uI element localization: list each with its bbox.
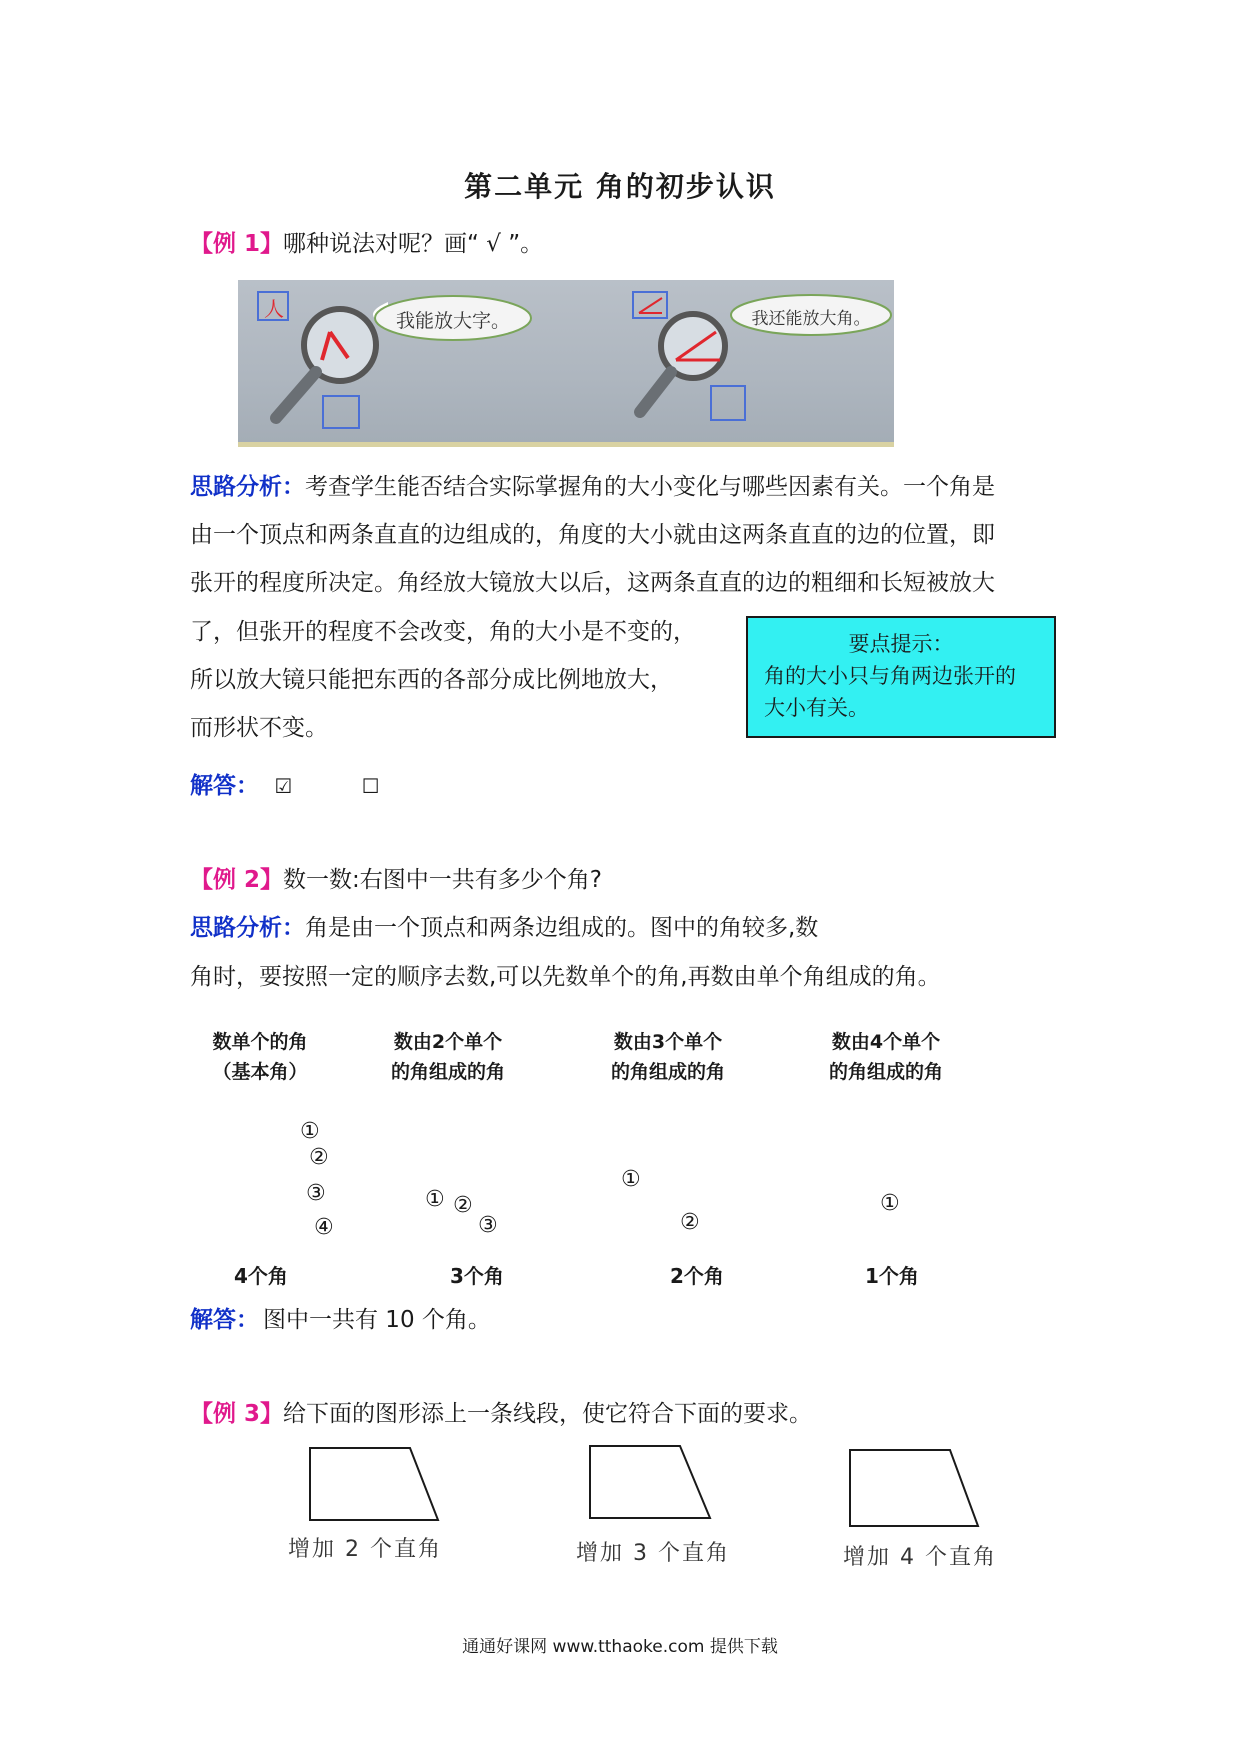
figure-1-caption: 增加 2 个直角: [288, 1537, 442, 1562]
angle-marker: ①: [880, 1191, 900, 1216]
column-4-count: 1个角: [865, 1264, 919, 1288]
angle-marker: ③: [306, 1181, 326, 1206]
example-2-analysis-label: 思路分析：: [190, 915, 305, 941]
example-3-question-line: [190, 1400, 812, 1428]
column-4-header-line-1: 数由4个单个: [831, 1031, 941, 1053]
analysis-line-1: [190, 473, 995, 501]
angle-marker: ④: [314, 1215, 334, 1240]
column-3-header: [594, 1027, 742, 1087]
example-1-question-line: [190, 230, 543, 258]
column-4-header-line-2: 的角组成的角: [828, 1061, 943, 1083]
angle-marker: ②: [309, 1145, 329, 1170]
example-2-question-line: [190, 866, 602, 894]
answer-line-1: [190, 772, 380, 800]
angle-marker: ①: [300, 1119, 320, 1144]
angle-marker: ①: [621, 1167, 641, 1192]
example-2-answer-line: [190, 1306, 491, 1334]
answer-label: 解答：: [190, 773, 259, 799]
example-2-question: 数一数:右图中一共有多少个角?: [283, 867, 602, 893]
analysis-line-2: 由一个顶点和两条直直的边组成的，角度的大小就由这两条直直的边的位置，即: [190, 522, 995, 548]
analysis-line-6: 而形状不变。: [190, 715, 328, 741]
column-2-count: 3个角: [450, 1264, 504, 1288]
column-3-header-line-1: 数由3个单个: [613, 1031, 723, 1053]
example-2-analysis-line-1: [190, 914, 818, 942]
analysis-label: 思路分析：: [190, 474, 305, 500]
example-2-answer: 图中一共有 10 个角。: [263, 1307, 491, 1333]
key-points-line-1: 角的大小只与角两边张开的: [764, 664, 1016, 688]
example-2-answer-label: 解答：: [190, 1307, 259, 1333]
page-title: 第二单元 角的初步认识: [464, 170, 776, 203]
trapezoid-2: [590, 1446, 710, 1518]
column-1-header-line-1: 数单个的角: [212, 1031, 308, 1053]
footer-text: 通通好课网 www.tthaoke.com 提供下载: [462, 1637, 778, 1657]
angle-marker: ③: [478, 1213, 498, 1238]
example-3-tag: 【例 3】: [190, 1401, 284, 1427]
example-1-question: 哪种说法对呢？画“ √ ”。: [283, 231, 544, 257]
analysis-line-4: 了，但张开的程度不会改变，角的大小是不变的，: [190, 619, 696, 645]
example-2-analysis-line-2: 角时，要按照一定的顺序去数,可以先数单个的角,再数由单个角组成的角。: [190, 964, 941, 990]
example-2-tag: 【例 2】: [190, 867, 284, 893]
example-2-analysis-text: 角是由一个顶点和两条边组成的。图中的角较多,数: [305, 915, 819, 941]
angle-marker: ②: [680, 1210, 700, 1235]
key-points-title: 要点提示：: [848, 632, 954, 656]
example-3-question: 给下面的图形添上一条线段，使它符合下面的要求。: [283, 1401, 813, 1427]
column-2-header-line-1: 数由2个单个: [393, 1031, 503, 1053]
trapezoid-3: [850, 1450, 978, 1526]
key-points-line-2: 大小有关。: [764, 696, 869, 720]
column-4-header: [812, 1027, 960, 1087]
angle-marker: ②: [453, 1193, 473, 1218]
analysis-line-3: 张开的程度所决定。角经放大镜放大以后，这两条直直的边的粗细和长短被放大: [190, 570, 995, 596]
analysis-text: 考查学生能否结合实际掌握角的大小变化与哪些因素有关。一个角是: [305, 474, 995, 500]
figure-2-caption: 增加 3 个直角: [576, 1541, 730, 1566]
column-1-header-line-2: （基本角）: [212, 1061, 308, 1083]
column-1-header: [190, 1027, 330, 1087]
trapezoid-1: [310, 1448, 438, 1520]
analysis-line-5: 所以放大镜只能把东西的各部分成比例地放大，: [190, 667, 673, 693]
key-points-box: [746, 616, 1056, 738]
example-1-tag: 【例 1】: [190, 231, 284, 257]
column-2-header: [374, 1027, 522, 1087]
column-2-header-line-2: 的角组成的角: [390, 1061, 505, 1083]
column-3-count: 2个角: [670, 1264, 724, 1288]
left-speech-bubble: 我能放大字。: [395, 310, 510, 332]
angle-marker: ①: [425, 1187, 445, 1212]
unchecked-box-icon: ☐: [361, 774, 380, 798]
figure-3-caption: 增加 4 个直角: [843, 1545, 997, 1570]
column-3-header-line-2: 的角组成的角: [610, 1061, 725, 1083]
checked-box-icon: ☑: [274, 774, 293, 798]
column-1-count: 4个角: [234, 1264, 288, 1288]
photo-box-char: 人: [264, 297, 284, 321]
magnifier-photo: [238, 280, 894, 447]
trapezoid-figures: [300, 1438, 980, 1538]
right-speech-bubble: 我还能放大角。: [751, 309, 871, 329]
